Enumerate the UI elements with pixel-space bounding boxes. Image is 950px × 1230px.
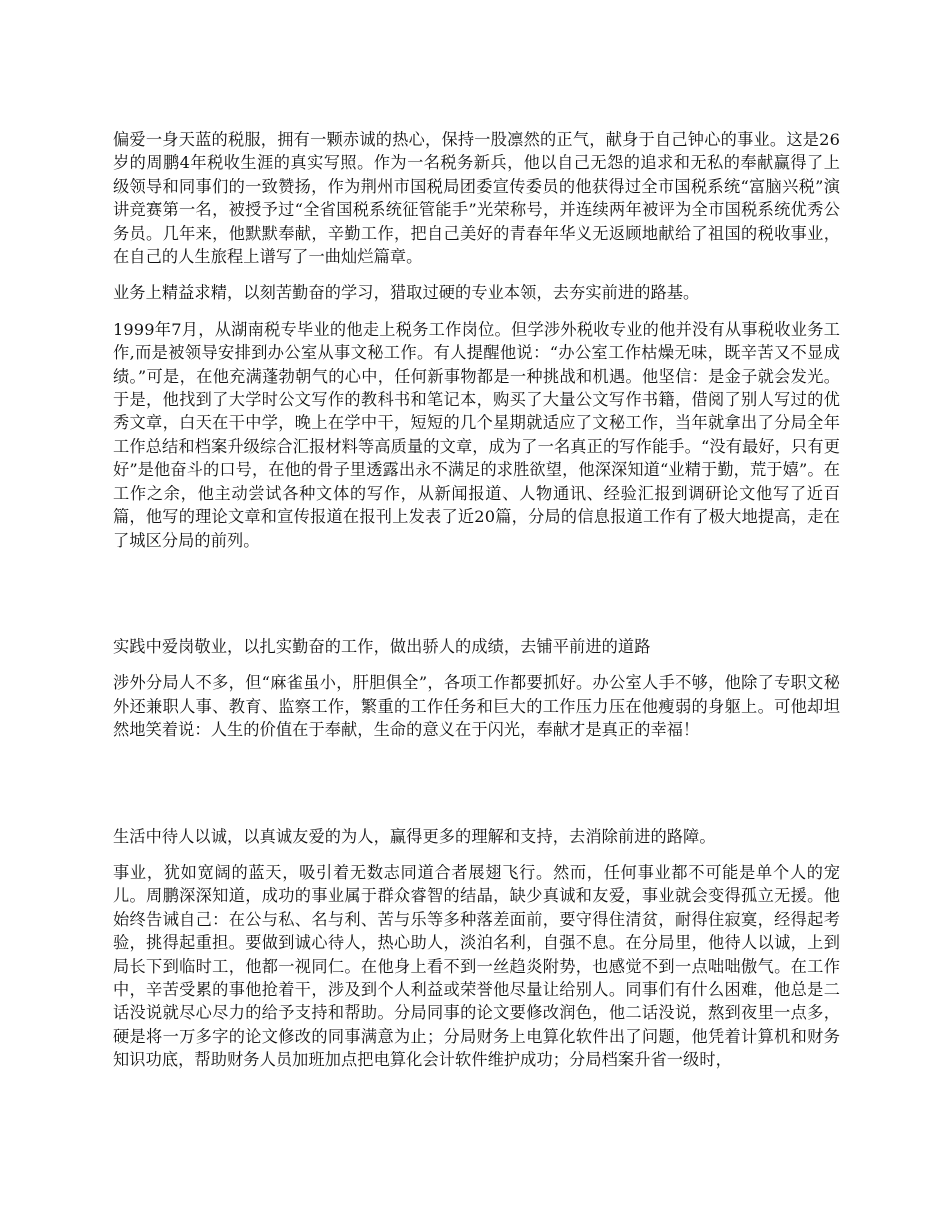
section-spacer	[113, 742, 840, 825]
section-heading-practice: 实践中爱岗敬业，以扎实勤奋的工作，做出骄人的成绩，去铺平前进的道路	[113, 636, 651, 656]
paragraph-spacer	[113, 848, 840, 861]
section-heading-business: 业务上精益求精，以刻苦勤奋的学习，猎取过硬的专业本领，去夯实前进的路基。	[113, 283, 700, 303]
paragraph-spacer	[113, 305, 840, 318]
life-paragraph: 事业，犹如宽阔的蓝天，吸引着无数志同道合者展翅飞行。然而，任何事业都不可能是单个人的宠儿。周鹏深深知道，成功的事业属于群众睿智的结晶，缺少真诚和友爱，事业就会变得孤立无援。他始终告诫自己：在公与私、名与利、苦与乐等多种落差面前，要守得住清贫，耐得住寂寞，经得起考验，挑得起重担。要做到诚心待人，热心助人，淡泊名利，自强不息。在分局里，他待人以诚，上到局长下到临时工，他都一视同仁。在他身上看不到一丝趋炎附势，也感觉不到一点咄咄傲气。在工作中，辛苦受累的事他抢着干，涉及到个人利益或荣誉他尽量让给别人。同事们有什么困难，他总是二话没说就尽心尽力的给予支持和帮助。分局同事的论文要修改润色，他二话没说，熬到夜里一点多，硬是将一万多字的论文修改的同事满意为止；分局财务上电算化软件出了问题，他凭着计算机和财务知识功底，帮助财务人员加班加点把电算化会计软件维护成功；分局档案升省一级时，	[113, 862, 840, 1070]
paragraph-spacer	[113, 658, 840, 671]
business-paragraph: 1999年7月，从湖南税专毕业的他走上税务工作岗位。但学涉外税收专业的他并没有从事税收业务工作,而是被领导安排到办公室从事文秘工作。有人提醒他说：“办公室工作枯燥无味，既辛苦又不显成绩。”可是，在他充满蓬勃朝气的心中，任何新事物都是一种挑战和机遇。他坚信：是金子就会发光。于是，他找到了大学时公文写作的教科书和笔记本，购买了大量公文写作书籍，借阅了别人写过的优秀文章，白天在干中学，晚上在学中干，短短的几个星期就适应了文秘工作，当年就拿出了分局全年工作总结和档案升级综合汇报材料等高质量的文章，成为了一名真正的写作能手。“没有最好，只有更好”是他奋斗的口号，在他的骨子里透露出永不满足的求胜欲望，他深深知道“业精于勤，荒于嬉”。在工作之余，他主动尝试各种文体的写作，从新闻报道、人物通讯、经验汇报到调研论文他写了近百篇，他写的理论文章和宣传报道在报刊上发表了近20篇，分局的信息报道工作有了极大地提高，走在了城区分局的前列。	[113, 319, 840, 550]
section-spacer	[113, 552, 840, 635]
section-heading-life: 生活中待人以诚，以真诚友爱的为人，赢得更多的理解和支持，去消除前进的路障。	[113, 826, 716, 846]
document-page	[113, 128, 840, 1072]
intro-paragraph: 偏爱一身天蓝的税服，拥有一颗赤诚的热心，保持一股凛然的正气，献身于自己钟心的事业。这是26岁的周鹏4年税收生涯的真实写照。作为一名税务新兵，他以自己无怨的追求和无私的奉献赢得了上级领导和同事们的一致赞扬，作为荆州市国税局团委宣传委员的他获得过全市国税系统“富脑兴税”演讲竞赛第一名，被授予过“全省国税系统征管能手”光荣称号，并连续两年被评为全市国税系统优秀公务员。几年来，他默默奉献，辛勤工作，把自己美好的青春年华义无返顾地献给了祖国的税收事业，在自己的人生旅程上谱写了一曲灿烂篇章。	[113, 130, 840, 267]
practice-paragraph: 涉外分局人不多，但“麻雀虽小，肝胆俱全”，各项工作都要抓好。办公室人手不够，他除了专职文秘外还兼职人事、教育、监察工作，繁重的工作任务和巨大的工作压力压在他瘦弱的身躯上。可他却坦然地笑着说：人生的价值在于奉献，生命的意义在于闪光，奉献才是真正的幸福！	[113, 673, 840, 740]
paragraph-spacer	[113, 268, 840, 281]
